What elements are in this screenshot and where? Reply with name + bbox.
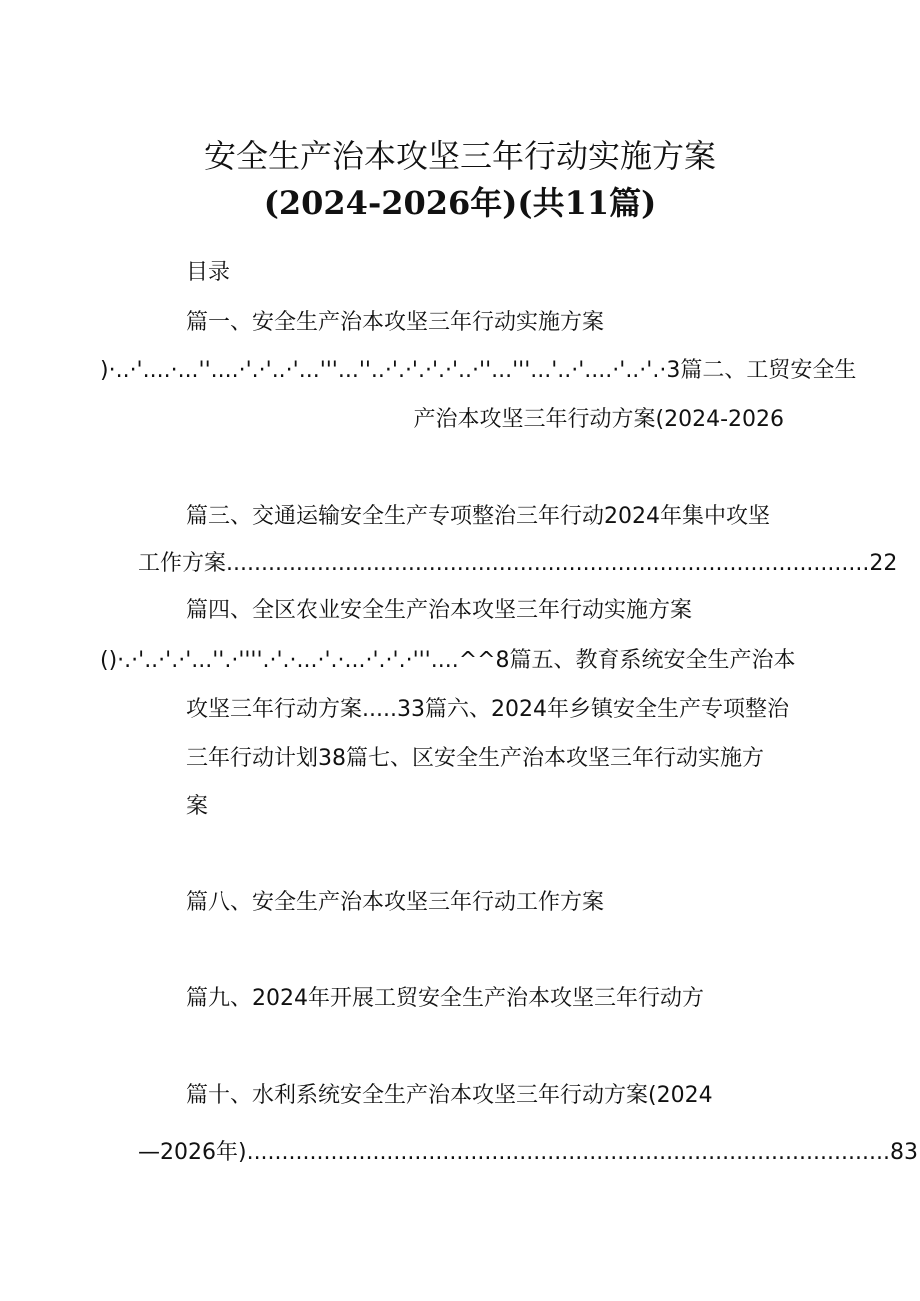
toc-line: 篇八、安全生产治本攻坚三年行动工作方案 bbox=[186, 890, 605, 915]
toc-line: 篇十、水利系统安全生产治本攻坚三年行动方案(2024 bbox=[186, 1083, 713, 1108]
toc-line: 三年行动计划38篇七、区安全生产治本攻坚三年行动实施方 bbox=[186, 746, 764, 771]
toc-line: —2026年)............................................................................................83 bbox=[138, 1140, 918, 1165]
toc-line: )·..·'....·...''....·'.·'..·'...'''...''..·'.·'.·'.·'..·''...'''...'..·'....·'..·'.·3篇二、工贸安全生 bbox=[100, 358, 857, 383]
toc-line: 篇三、交通运输安全生产专项整治三年行动2024年集中攻坚 bbox=[186, 504, 770, 529]
toc-line: 工作方案............................................................................................22 bbox=[138, 551, 898, 576]
toc-heading: 目录 bbox=[186, 260, 231, 285]
toc-line: 案 bbox=[186, 794, 209, 819]
toc-line: 攻坚三年行动方案.....33篇六、2024年乡镇安全生产专项整治 bbox=[186, 697, 789, 722]
document-title: 安全生产治本攻坚三年行动实施方案 bbox=[203, 137, 716, 175]
toc-line: 篇一、安全生产治本攻坚三年行动实施方案 bbox=[186, 310, 605, 335]
toc-line: 篇四、全区农业安全生产治本攻坚三年行动实施方案 bbox=[186, 598, 693, 623]
toc-line: 篇九、2024年开展工贸安全生产治本攻坚三年行动方 bbox=[186, 986, 704, 1011]
toc-line: ()·.·'..·'.·'...''.·''''.·'.·...·'.·...·'.·'.·'''....^^8篇五、教育系统安全生产治本 bbox=[100, 648, 796, 673]
document-subtitle: (2024-2026年)(共11篇) bbox=[263, 184, 657, 222]
toc-line: 产治本攻坚三年行动方案(2024-2026 bbox=[413, 407, 784, 432]
